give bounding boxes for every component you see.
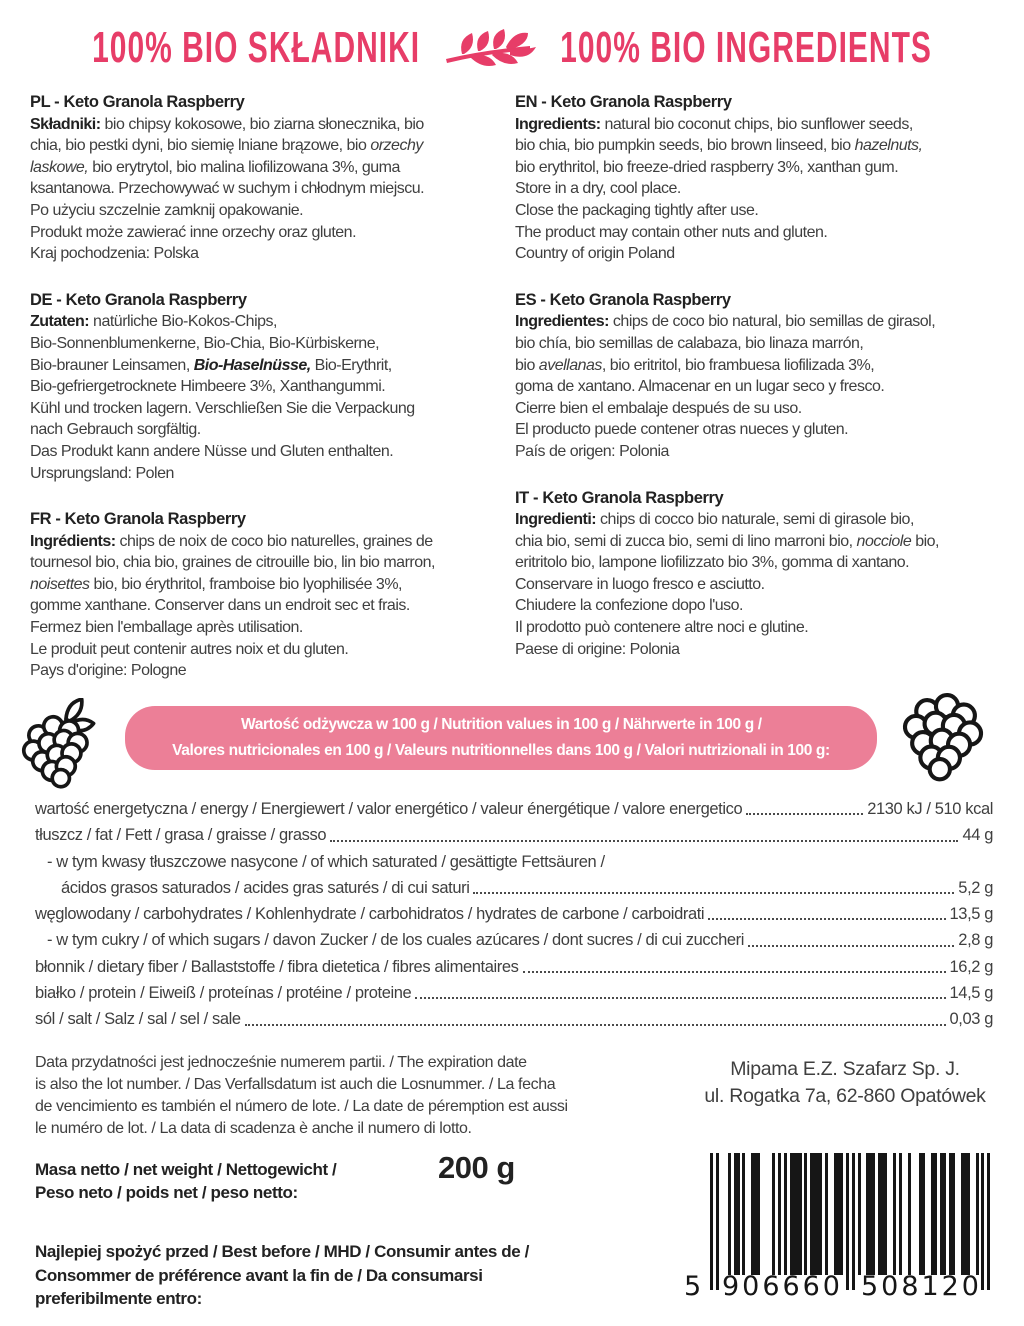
raspberry-left-illustration xyxy=(14,698,100,794)
ingredient-block-it xyxy=(515,488,994,661)
ingredient-line: Ingrédients: chips de noix de coco bio naturelles, graines de xyxy=(30,532,433,550)
nutrition-banner xyxy=(125,706,877,770)
nutrition-label: sól / salt / Salz / sal / sel / sale xyxy=(35,1010,241,1029)
nutrition-value: 2,8 g xyxy=(958,931,993,950)
nutrition-value: 13,5 g xyxy=(949,905,993,924)
ingredient-block-de xyxy=(30,290,492,484)
nutrition-label: - w tym cukry / of which sugars / davon Zucker / de los cuales azúcares / dont sucres / di cui zuccheri xyxy=(47,931,745,950)
ingredient-line: eritritolo bio, lampone liofilizzato bio 3%, gomma di xantano. xyxy=(515,554,910,572)
ingredient-line: Il prodotto può contenere altre noci e glutine. xyxy=(515,619,809,637)
ingredient-line: Bio-Sonnenblumenkerne, Bio-Chia, Bio-Kürbiskerne, xyxy=(30,334,380,352)
ingredient-line: goma de xantano. Almacenar en un lugar seco y fresco. xyxy=(515,378,885,396)
ingredient-line: Pays d'origine: Pologne xyxy=(30,662,187,680)
net-weight-label: Masa netto / net weight / Nettogewicht / Peso neto / poids net / peso netto: xyxy=(35,1160,337,1202)
nutrition-row xyxy=(35,954,993,980)
ingredient-line: Conservare in luogo fresco e asciutto. xyxy=(515,575,765,593)
nutrition-banner-row xyxy=(0,690,1024,802)
ingredient-line: bio avellanas, bio eritritol, bio frambuesa liofilizada 3%, xyxy=(515,356,875,374)
ingredient-line: Chiudere la confezione dopo l'uso. xyxy=(515,597,743,615)
ingredient-block-es xyxy=(515,290,994,463)
ingredient-block-heading: FR - Keto Granola Raspberry xyxy=(30,510,246,529)
nutrition-value: 5,2 g xyxy=(958,878,993,897)
dotted-leader xyxy=(245,1006,946,1025)
ingredients-column-left xyxy=(30,92,492,682)
barcode-digits xyxy=(684,1271,992,1307)
title-english: 100% BIO INGREDIENTS xyxy=(560,24,932,73)
nutrition-label: tłuszcz / fat / Fett / grasa / graisse / grasso xyxy=(35,826,327,845)
nutrition-value: 0,03 g xyxy=(949,1010,993,1029)
nutrition-label: - w tym kwasy tłuszczowe nasycone / of which saturated / gesättigte Fettsäuren / xyxy=(47,852,605,871)
ingredients-section xyxy=(30,92,994,682)
nutrition-label: ácidos grasos saturados / acides gras saturés / di cui saturi xyxy=(61,878,470,897)
ingredient-line: Po użyciu szczelnie zamknij opakowanie. xyxy=(30,201,304,219)
nutrition-label: błonnik / dietary fiber / Ballaststoffe / fibra dietetica / fibres alimentaires xyxy=(35,957,519,976)
net-weight-value: 200 g xyxy=(438,1150,515,1185)
ingredient-block-heading: DE - Keto Granola Raspberry xyxy=(30,290,247,309)
dotted-leader xyxy=(415,980,945,999)
nutrition-table xyxy=(35,796,993,1033)
expiry-note: Data przydatności jest jednocześnie numerem partii. / The expiration date is also the lot number. / Das Verfallsdatum ist auch die Losnummer. / La fecha de vencimiento es también el número de lote. / La date de péremption est aussi le numéro de lot. / La data di scadenza è anche il numero di lotto. xyxy=(35,1054,568,1137)
ingredient-line: Produkt może zawierać inne orzechy oraz gluten. xyxy=(30,223,357,241)
ingredient-line: Fermez bien l'emballage après utilisation. xyxy=(30,619,303,637)
ingredient-block-heading: PL - Keto Granola Raspberry xyxy=(30,93,245,111)
nutrition-row xyxy=(35,875,993,901)
nutrition-row xyxy=(35,980,993,1006)
ingredient-line: El producto puede contener otras nueces y gluten. xyxy=(515,421,849,439)
ingredient-line: Zutaten: natürliche Bio-Kokos-Chips, xyxy=(30,313,277,331)
ingredient-line: Kühl und trocken lagern. Verschließen Sie die Verpackung xyxy=(30,399,415,417)
ingredient-line: Kraj pochodzenia: Polska xyxy=(30,245,199,263)
ingredient-line: Ursprungsland: Polen xyxy=(30,464,174,482)
ingredient-block-pl xyxy=(30,92,492,265)
nutrition-row xyxy=(35,901,993,927)
dotted-leader xyxy=(523,954,946,973)
ingredient-line: Le produit peut contenir autres noix et du gluten. xyxy=(30,640,349,658)
ingredient-line: Ingredienti: chips di cocco bio naturale, semi di girasole bio, xyxy=(515,511,914,529)
ingredient-line: bio chia, bio pumpkin seeds, bio brown linseed, bio hazelnuts, xyxy=(515,137,923,155)
ingredient-line: Store in a dry, cool place. xyxy=(515,180,681,198)
ingredient-line: bio chía, bio semillas de calabaza, bio linaza marrón, xyxy=(515,334,864,352)
ingredient-line: Bio-gefriergetrocknete Himbeere 3%, Xanthangummi. xyxy=(30,378,386,396)
ingredients-column-right xyxy=(515,92,994,682)
ingredient-line: Ingredientes: chips de coco bio natural, bio semillas de girasol, xyxy=(515,313,936,331)
raspberry-right-illustration xyxy=(896,686,988,790)
ingredient-line: Cierre bien el embalaje después de su uso. xyxy=(515,399,802,417)
twig-arrow-icon xyxy=(444,23,536,75)
ingredient-line: Składniki: bio chipsy kokosowe, bio ziarna słonecznika, bio xyxy=(30,115,424,133)
ingredient-line: The product may contain other nuts and gluten. xyxy=(515,223,828,241)
ingredient-line: Close the packaging tightly after use. xyxy=(515,201,759,219)
ingredient-line: ksantanowa. Przechowywać w suchym i chłodnym miejscu. xyxy=(30,180,425,198)
ingredient-line: laskowe, bio erytrytol, bio malina liofilizowana 3%, guma xyxy=(30,158,400,176)
ingredient-line: chia, bio pestki dyni, bio siemię lniane brązowe, bio orzechy xyxy=(30,137,423,155)
banner-line-1: Wartość odżywcza w 100 g / Nutrition values in 100 g / Nährwerte in 100 g / xyxy=(240,716,762,733)
nutrition-value: 14,5 g xyxy=(949,984,993,1003)
dotted-leader xyxy=(330,822,958,841)
nutrition-value: 2130 kJ / 510 kcal xyxy=(867,800,993,818)
ingredient-block-fr xyxy=(30,509,492,682)
barcode-first-digit: 5 xyxy=(684,1271,702,1302)
nutrition-value: 16,2 g xyxy=(949,957,993,976)
ingredient-line: chia bio, semi di zucca bio, semi di lino marroni bio, nocciole bio, xyxy=(515,532,939,550)
nutrition-label: białko / protein / Eiweiß / proteínas / protéine / proteine xyxy=(35,984,412,1003)
dotted-leader xyxy=(708,901,945,920)
ingredient-block-heading: EN - Keto Granola Raspberry xyxy=(515,93,732,111)
best-before-label: Najlepiej spożyć przed / Best before / MHD / Consumir antes de / Consommer de préférence avant la fin de / Da consumarsi preferibilmente entro: xyxy=(35,1242,529,1308)
ingredient-line: Country of origin Poland xyxy=(515,245,675,263)
dotted-leader xyxy=(473,875,954,894)
dotted-leader xyxy=(748,927,954,946)
barcode-group2: 5 0 8 1 2 0 xyxy=(861,1271,979,1302)
ingredient-line: nach Gebrauch sorgfältig. xyxy=(30,421,201,439)
ingredient-block-en xyxy=(515,92,994,265)
ingredient-line: País de origen: Polonia xyxy=(515,442,669,460)
ingredient-line: tournesol bio, chia bio, graines de citrouille bio, lin bio marron, xyxy=(30,554,435,572)
barcode xyxy=(684,1153,992,1313)
barcode-group1: 9 0 6 6 6 0 xyxy=(722,1271,840,1302)
title-polish: 100% BIO SKŁADNIKI xyxy=(92,24,421,73)
ingredient-line: Paese di origine: Polonia xyxy=(515,640,680,658)
ingredient-line: Bio-brauner Leinsamen, Bio-Haselnüsse, Bio-Erythrit, xyxy=(30,356,392,374)
ingredient-line: gomme xanthane. Conserver dans un endroit sec et frais. xyxy=(30,597,410,615)
ingredient-line: bio erythritol, bio freeze-dried raspberry 3%, xanthan gum. xyxy=(515,158,899,176)
ingredient-block-heading: ES - Keto Granola Raspberry xyxy=(515,290,731,309)
nutrition-row xyxy=(35,1006,993,1032)
nutrition-row xyxy=(35,822,993,848)
producer-address: Mipama E.Z. Szafarz Sp. J. ul. Rogatka 7a, 62-860 Opatówek xyxy=(704,1058,986,1107)
nutrition-value: 44 g xyxy=(962,826,993,845)
nutrition-label: wartość energetyczna / energy / Energiewert / valor energético / valeur énergétique / valore energetico xyxy=(35,800,743,818)
ingredient-line: Das Produkt kann andere Nüsse und Gluten enthalten. xyxy=(30,442,394,460)
ingredient-block-heading: IT - Keto Granola Raspberry xyxy=(515,488,724,507)
ingredient-line: noisettes bio, bio érythritol, framboise bio lyophilisée 3%, xyxy=(30,575,402,593)
nutrition-label: węglowodany / carbohydrates / Kohlenhydrate / carbohidratos / hydrates de carbone / carboidrati xyxy=(35,905,705,924)
dotted-leader xyxy=(746,796,863,815)
page-title xyxy=(0,14,1024,84)
ingredient-line: Ingredients: natural bio coconut chips, bio sunflower seeds, xyxy=(515,115,913,133)
nutrition-row xyxy=(35,796,993,822)
banner-line-2: Valores nutricionales en 100 g / Valeurs nutritionnelles dans 100 g / Valori nutrizionali in 100 g: xyxy=(172,742,830,759)
nutrition-row xyxy=(35,927,993,953)
nutrition-row xyxy=(35,849,993,875)
